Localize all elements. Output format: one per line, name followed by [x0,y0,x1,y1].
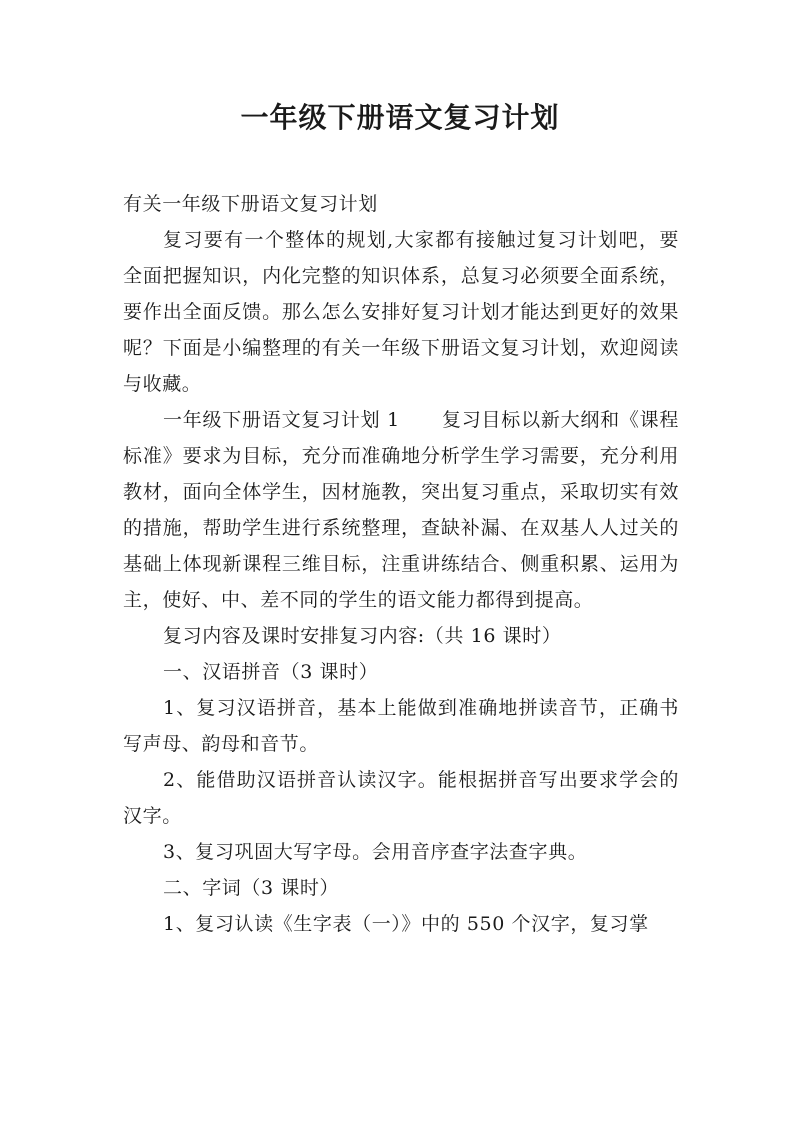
document-title: 一年级下册语文复习计划 [240,101,560,134]
plan-paragraph [123,402,679,618]
intro-paragraph: 复习要有一个整体的规划,大家都有接触过复习计划吧，要全面把握知识，内化完整的知识体系，总复习必须要全面系统，要作出全面反馈。那么怎么安排好复习计划才能达到更好的效果呢？下面是小编整理的有关一年级下册语文复习计划，欢迎阅读与收藏。 [123,229,679,395]
section-2-item-1: 1、复习认读《生字表（一）》中的 550 个汉字，复习掌 [163,913,649,935]
section-1-item-1: 1、复习汉语拼音，基本上能做到准确地拼读音节，正确书写声母、韵母和音节。 [123,697,679,755]
plan-goal: 复习目标以新大纲和《课程标准》要求为目标，充分而准确地分析学生学习需要，充分利用教材，面向全体学生，因材施教，突出复习重点，采取切实有效的措施，帮助学生进行系统整理，查缺补漏、在双基人人过关的基础上体现新课程三维目标，注重讲练结合、侧重积累、运用为主，使好、中、差不同的学生的语文能力都得到提高。 [123,409,679,611]
section-1-item-2: 2、能借助汉语拼音认读汉字。能根据拼音写出要求学会的汉字。 [123,769,679,827]
section-2-heading: 二、字词（3 课时） [163,877,340,899]
content-heading: 复习内容及课时安排复习内容:（共 16 课时） [163,625,562,647]
section-1-heading: 一、汉语拼音（3 课时） [163,661,379,683]
section-1-item-3: 3、复习巩固大写字母。会用音序查字法查字典。 [163,841,588,863]
plan-heading: 一年级下册语文复习计划 1 [163,409,400,431]
document-body [123,186,679,942]
document-subtitle: 有关一年级下册语文复习计划 [123,193,378,215]
